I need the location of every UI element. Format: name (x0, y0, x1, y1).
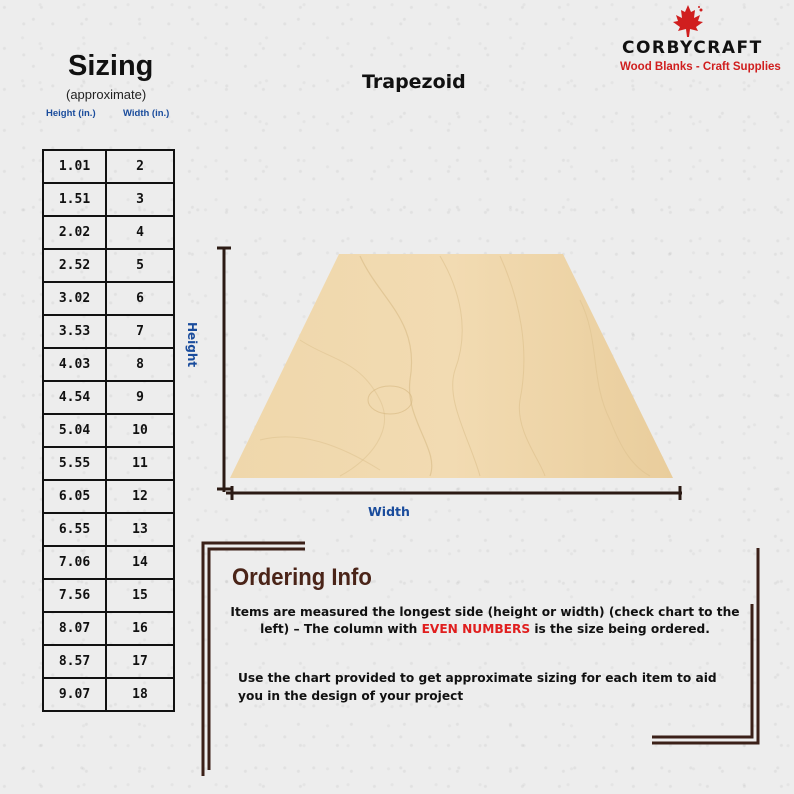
width-cell: 10 (106, 414, 174, 447)
height-cell: 3.53 (43, 315, 106, 348)
width-cell: 17 (106, 645, 174, 678)
width-cell: 2 (106, 150, 174, 183)
height-label: Height (185, 322, 199, 368)
ordering-text-before: Items are measured the longest side (height or width) (check chart to the left) – The column with (230, 605, 740, 636)
height-cell: 4.54 (43, 381, 106, 414)
width-column-header: Width (in.) (123, 108, 170, 119)
brand-tagline: Wood Blanks - Craft Supplies (620, 61, 781, 73)
ordering-paragraph-2: Use the chart provided to get approximate sizing for each item to aid you in the design of your project (238, 671, 717, 703)
height-cell: 5.04 (43, 414, 106, 447)
height-cell: 8.57 (43, 645, 106, 678)
height-cell: 7.06 (43, 546, 106, 579)
width-cell: 16 (106, 612, 174, 645)
width-label: Width (368, 504, 410, 519)
width-cell: 7 (106, 315, 174, 348)
height-cell: 6.55 (43, 513, 106, 546)
width-cell: 11 (106, 447, 174, 480)
width-cell: 8 (106, 348, 174, 381)
height-cell: 1.51 (43, 183, 106, 216)
ordering-paragraph-1 (230, 604, 740, 638)
height-cell: 3.02 (43, 282, 106, 315)
width-cell: 12 (106, 480, 174, 513)
width-cell: 18 (106, 678, 174, 711)
ordering-text-after: is the size being ordered. (530, 622, 710, 636)
width-cell: 15 (106, 579, 174, 612)
height-cell: 2.02 (43, 216, 106, 249)
height-cell: 6.05 (43, 480, 106, 513)
height-cell: 8.07 (43, 612, 106, 645)
height-cell: 5.55 (43, 447, 106, 480)
height-cell: 2.52 (43, 249, 106, 282)
sizing-subtitle: (approximate) (66, 87, 147, 102)
width-cell: 4 (106, 216, 174, 249)
height-cell: 9.07 (43, 678, 106, 711)
ordering-title: Ordering Info (232, 564, 372, 591)
width-cell: 5 (106, 249, 174, 282)
height-cell: 1.01 (43, 150, 106, 183)
height-cell: 7.56 (43, 579, 106, 612)
width-cell: 3 (106, 183, 174, 216)
width-cell: 13 (106, 513, 174, 546)
width-cell: 14 (106, 546, 174, 579)
sizing-title: Sizing (68, 50, 154, 82)
height-column-header: Height (in.) (46, 108, 96, 119)
brand-name: CORBYCRAFT (622, 38, 763, 58)
width-cell: 6 (106, 282, 174, 315)
height-cell: 4.03 (43, 348, 106, 381)
even-numbers-highlight: EVEN NUMBERS (421, 622, 531, 636)
width-cell: 9 (106, 381, 174, 414)
shape-title: Trapezoid (362, 71, 466, 93)
